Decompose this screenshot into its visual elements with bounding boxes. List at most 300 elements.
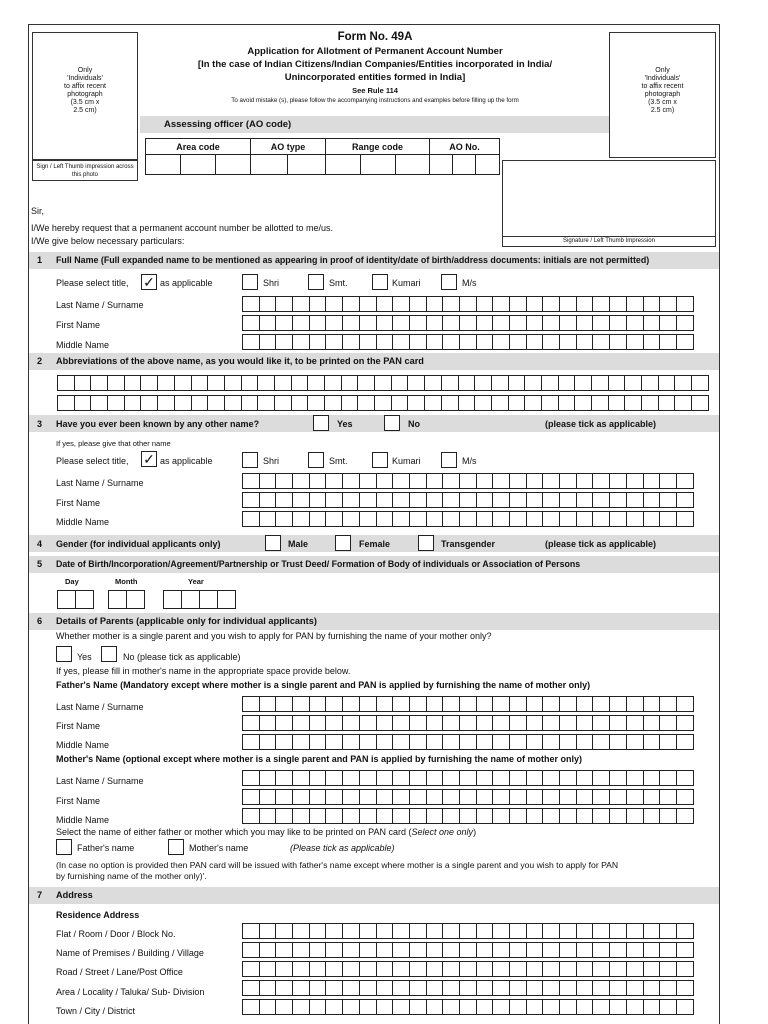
char-cell[interactable] [108,375,125,391]
char-cell[interactable] [477,942,494,958]
char-cell[interactable] [660,923,677,939]
char-cell[interactable] [477,923,494,939]
char-cell[interactable] [410,999,427,1015]
char-cell[interactable] [392,375,409,391]
char-cell[interactable] [610,808,627,824]
char-cell[interactable] [475,375,492,391]
char-cell[interactable] [360,808,377,824]
other-title-smt-checkbox[interactable] [308,452,324,468]
char-cell[interactable] [443,696,460,712]
char-cell[interactable] [627,492,644,508]
char-cell[interactable] [243,999,260,1015]
char-cell[interactable] [393,296,410,312]
char-cell[interactable] [660,789,677,805]
title-kumari-checkbox[interactable] [372,274,388,290]
char-cell[interactable] [659,395,676,411]
char-cell[interactable] [427,923,444,939]
char-cell[interactable] [560,999,577,1015]
char-cell[interactable] [443,961,460,977]
char-cell[interactable] [593,492,610,508]
char-cell[interactable] [510,923,527,939]
char-cell[interactable] [660,315,677,331]
char-cell[interactable] [459,395,476,411]
title-shri-checkbox[interactable] [242,274,258,290]
char-cell[interactable] [593,511,610,527]
char-cell[interactable] [258,395,275,411]
char-cell[interactable] [460,961,477,977]
char-cell[interactable] [276,808,293,824]
print-mother-checkbox[interactable] [168,839,184,855]
mother-middle-name-cells[interactable] [242,808,694,824]
char-cell[interactable] [343,696,360,712]
char-cell[interactable] [627,473,644,489]
char-cell[interactable] [659,375,676,391]
char-cell[interactable] [360,334,377,350]
char-cell[interactable] [242,395,259,411]
char-cell[interactable] [260,770,277,786]
char-cell[interactable] [293,789,310,805]
char-cell[interactable] [343,734,360,750]
char-cell[interactable] [293,961,310,977]
char-cell[interactable] [609,395,626,411]
char-cell[interactable] [377,696,394,712]
char-cell[interactable] [477,789,494,805]
char-cell[interactable] [610,980,627,996]
char-cell[interactable] [260,942,277,958]
char-cell[interactable] [510,296,527,312]
char-cell[interactable] [660,734,677,750]
char-cell[interactable] [493,511,510,527]
char-cell[interactable] [627,296,644,312]
char-cell[interactable] [510,770,527,786]
other-title-ms-checkbox[interactable] [441,452,457,468]
char-cell[interactable] [225,395,242,411]
char-cell[interactable] [627,715,644,731]
char-cell[interactable] [677,770,694,786]
char-cell[interactable] [343,334,360,350]
char-cell[interactable] [475,395,492,411]
char-cell[interactable] [175,395,192,411]
char-cell[interactable] [158,395,175,411]
char-cell[interactable] [141,395,158,411]
char-cell[interactable] [510,789,527,805]
char-cell[interactable] [577,942,594,958]
char-cell[interactable] [243,942,260,958]
char-cell[interactable] [410,808,427,824]
char-cell[interactable] [610,696,627,712]
char-cell[interactable] [644,315,661,331]
char-cell[interactable] [427,296,444,312]
char-cell[interactable] [91,395,108,411]
char-cell[interactable] [108,395,125,411]
char-cell[interactable] [360,715,377,731]
char-cell[interactable] [575,375,592,391]
char-cell[interactable] [677,696,694,712]
char-cell[interactable] [610,961,627,977]
char-cell[interactable] [360,961,377,977]
char-cell[interactable] [408,395,425,411]
char-cell[interactable] [492,375,509,391]
char-cell[interactable] [326,789,343,805]
char-cell[interactable] [276,980,293,996]
char-cell[interactable] [343,980,360,996]
char-cell[interactable] [343,715,360,731]
char-cell[interactable] [260,999,277,1015]
ao-range-cell[interactable] [361,155,396,175]
char-cell[interactable] [410,492,427,508]
char-cell[interactable] [543,980,560,996]
char-cell[interactable] [393,923,410,939]
char-cell[interactable] [443,734,460,750]
char-cell[interactable] [243,961,260,977]
char-cell[interactable] [243,511,260,527]
char-cell[interactable] [360,942,377,958]
char-cell[interactable] [175,375,192,391]
char-cell[interactable] [109,590,127,609]
char-cell[interactable] [527,696,544,712]
char-cell[interactable] [592,375,609,391]
char-cell[interactable] [427,808,444,824]
char-cell[interactable] [625,395,642,411]
ao-no-cell[interactable] [430,155,453,175]
char-cell[interactable] [325,375,342,391]
char-cell[interactable] [164,590,182,609]
char-cell[interactable] [243,923,260,939]
char-cell[interactable] [260,315,277,331]
char-cell[interactable] [127,590,145,609]
char-cell[interactable] [510,473,527,489]
char-cell[interactable] [577,473,594,489]
flat-cells[interactable] [242,923,694,939]
char-cell[interactable] [218,590,236,609]
char-cell[interactable] [460,789,477,805]
char-cell[interactable] [577,315,594,331]
other-middle-name-cells[interactable] [242,511,694,527]
char-cell[interactable] [427,315,444,331]
char-cell[interactable] [593,715,610,731]
char-cell[interactable] [477,492,494,508]
char-cell[interactable] [610,734,627,750]
char-cell[interactable] [276,315,293,331]
char-cell[interactable] [627,808,644,824]
char-cell[interactable] [460,808,477,824]
char-cell[interactable] [260,734,277,750]
char-cell[interactable] [242,375,259,391]
char-cell[interactable] [542,375,559,391]
char-cell[interactable] [91,375,108,391]
dob-day-cells[interactable] [57,590,94,609]
char-cell[interactable] [358,375,375,391]
char-cell[interactable] [442,395,459,411]
char-cell[interactable] [377,923,394,939]
char-cell[interactable] [443,511,460,527]
char-cell[interactable] [343,923,360,939]
char-cell[interactable] [660,296,677,312]
char-cell[interactable] [260,808,277,824]
char-cell[interactable] [510,808,527,824]
char-cell[interactable] [527,789,544,805]
char-cell[interactable] [609,375,626,391]
char-cell[interactable] [310,942,327,958]
char-cell[interactable] [543,315,560,331]
char-cell[interactable] [443,315,460,331]
char-cell[interactable] [610,492,627,508]
char-cell[interactable] [293,999,310,1015]
char-cell[interactable] [275,375,292,391]
gender-transgender-checkbox[interactable] [418,535,434,551]
char-cell[interactable] [343,999,360,1015]
ao-no-cell[interactable] [453,155,476,175]
char-cell[interactable] [593,334,610,350]
char-cell[interactable] [360,734,377,750]
char-cell[interactable] [443,980,460,996]
char-cell[interactable] [326,696,343,712]
char-cell[interactable] [243,296,260,312]
char-cell[interactable] [543,770,560,786]
char-cell[interactable] [493,696,510,712]
char-cell[interactable] [460,999,477,1015]
char-cell[interactable] [343,296,360,312]
char-cell[interactable] [342,395,359,411]
char-cell[interactable] [459,375,476,391]
char-cell[interactable] [660,942,677,958]
char-cell[interactable] [292,375,309,391]
char-cell[interactable] [543,942,560,958]
char-cell[interactable] [575,395,592,411]
char-cell[interactable] [276,789,293,805]
char-cell[interactable] [326,296,343,312]
char-cell[interactable] [293,923,310,939]
char-cell[interactable] [477,511,494,527]
char-cell[interactable] [509,375,526,391]
char-cell[interactable] [276,296,293,312]
char-cell[interactable] [393,715,410,731]
char-cell[interactable] [677,473,694,489]
char-cell[interactable] [410,715,427,731]
char-cell[interactable] [375,375,392,391]
dob-year-cells[interactable] [163,590,236,609]
mother-first-name-cells[interactable] [242,789,694,805]
char-cell[interactable] [293,315,310,331]
char-cell[interactable] [427,715,444,731]
char-cell[interactable] [477,980,494,996]
char-cell[interactable] [293,296,310,312]
char-cell[interactable] [660,334,677,350]
char-cell[interactable] [310,696,327,712]
char-cell[interactable] [343,961,360,977]
char-cell[interactable] [560,296,577,312]
abbreviation-row-1[interactable] [57,375,709,391]
char-cell[interactable] [342,375,359,391]
char-cell[interactable] [460,770,477,786]
char-cell[interactable] [493,808,510,824]
char-cell[interactable] [343,473,360,489]
char-cell[interactable] [158,375,175,391]
char-cell[interactable] [343,942,360,958]
char-cell[interactable] [276,715,293,731]
middle-name-cells[interactable] [242,334,694,350]
char-cell[interactable] [627,923,644,939]
char-cell[interactable] [460,473,477,489]
char-cell[interactable] [560,315,577,331]
char-cell[interactable] [343,315,360,331]
char-cell[interactable] [543,492,560,508]
char-cell[interactable] [208,395,225,411]
char-cell[interactable] [560,696,577,712]
char-cell[interactable] [326,715,343,731]
char-cell[interactable] [326,492,343,508]
char-cell[interactable] [443,492,460,508]
char-cell[interactable] [543,961,560,977]
char-cell[interactable] [360,511,377,527]
abbreviation-row-2[interactable] [57,395,709,411]
char-cell[interactable] [527,296,544,312]
char-cell[interactable] [527,734,544,750]
char-cell[interactable] [393,980,410,996]
char-cell[interactable] [58,590,76,609]
char-cell[interactable] [76,590,94,609]
char-cell[interactable] [410,473,427,489]
char-cell[interactable] [644,696,661,712]
char-cell[interactable] [310,473,327,489]
char-cell[interactable] [644,511,661,527]
char-cell[interactable] [577,999,594,1015]
char-cell[interactable] [293,942,310,958]
char-cell[interactable] [410,511,427,527]
char-cell[interactable] [642,395,659,411]
mother-single-no-checkbox[interactable] [101,646,117,662]
char-cell[interactable] [442,375,459,391]
char-cell[interactable] [660,473,677,489]
char-cell[interactable] [510,734,527,750]
ao-area-cell[interactable] [146,155,181,175]
char-cell[interactable] [493,715,510,731]
char-cell[interactable] [243,808,260,824]
char-cell[interactable] [560,715,577,731]
ao-type-cell[interactable] [288,155,326,175]
char-cell[interactable] [326,734,343,750]
char-cell[interactable] [560,473,577,489]
char-cell[interactable] [393,770,410,786]
char-cell[interactable] [276,923,293,939]
char-cell[interactable] [477,473,494,489]
char-cell[interactable] [542,395,559,411]
road-cells[interactable] [242,961,694,977]
char-cell[interactable] [493,296,510,312]
char-cell[interactable] [610,296,627,312]
char-cell[interactable] [527,334,544,350]
char-cell[interactable] [192,395,209,411]
char-cell[interactable] [592,395,609,411]
char-cell[interactable] [644,473,661,489]
other-name-no-checkbox[interactable] [384,415,400,431]
char-cell[interactable] [360,923,377,939]
char-cell[interactable] [593,999,610,1015]
char-cell[interactable] [358,395,375,411]
char-cell[interactable] [343,789,360,805]
char-cell[interactable] [276,492,293,508]
char-cell[interactable] [393,473,410,489]
char-cell[interactable] [310,734,327,750]
char-cell[interactable] [225,375,242,391]
char-cell[interactable] [58,375,75,391]
char-cell[interactable] [660,808,677,824]
char-cell[interactable] [360,296,377,312]
char-cell[interactable] [477,715,494,731]
char-cell[interactable] [610,715,627,731]
char-cell[interactable] [560,961,577,977]
char-cell[interactable] [360,473,377,489]
char-cell[interactable] [326,942,343,958]
char-cell[interactable] [310,980,327,996]
char-cell[interactable] [477,315,494,331]
char-cell[interactable] [360,696,377,712]
char-cell[interactable] [527,980,544,996]
char-cell[interactable] [625,375,642,391]
gender-female-checkbox[interactable] [335,535,351,551]
char-cell[interactable] [343,492,360,508]
ao-no-cell[interactable] [476,155,500,175]
char-cell[interactable] [308,395,325,411]
char-cell[interactable] [243,770,260,786]
char-cell[interactable] [293,734,310,750]
char-cell[interactable] [427,734,444,750]
char-cell[interactable] [325,395,342,411]
char-cell[interactable] [527,770,544,786]
char-cell[interactable] [293,770,310,786]
char-cell[interactable] [393,696,410,712]
char-cell[interactable] [493,492,510,508]
char-cell[interactable] [460,492,477,508]
char-cell[interactable] [360,980,377,996]
char-cell[interactable] [677,923,694,939]
char-cell[interactable] [427,492,444,508]
char-cell[interactable] [377,789,394,805]
char-cell[interactable] [525,395,542,411]
char-cell[interactable] [593,808,610,824]
char-cell[interactable] [660,961,677,977]
char-cell[interactable] [477,696,494,712]
char-cell[interactable] [627,770,644,786]
char-cell[interactable] [577,789,594,805]
char-cell[interactable] [243,492,260,508]
char-cell[interactable] [243,734,260,750]
char-cell[interactable] [410,789,427,805]
char-cell[interactable] [425,375,442,391]
last-name-cells[interactable] [242,296,694,312]
char-cell[interactable] [560,334,577,350]
char-cell[interactable] [477,961,494,977]
char-cell[interactable] [410,942,427,958]
char-cell[interactable] [559,375,576,391]
char-cell[interactable] [510,961,527,977]
area-cells[interactable] [242,980,694,996]
char-cell[interactable] [593,789,610,805]
other-last-name-cells[interactable] [242,473,694,489]
other-first-name-cells[interactable] [242,492,694,508]
char-cell[interactable] [260,789,277,805]
char-cell[interactable] [577,923,594,939]
char-cell[interactable] [443,334,460,350]
char-cell[interactable] [443,770,460,786]
char-cell[interactable] [677,296,694,312]
char-cell[interactable] [493,942,510,958]
char-cell[interactable] [644,789,661,805]
char-cell[interactable] [610,315,627,331]
char-cell[interactable] [393,734,410,750]
char-cell[interactable] [492,395,509,411]
char-cell[interactable] [443,296,460,312]
